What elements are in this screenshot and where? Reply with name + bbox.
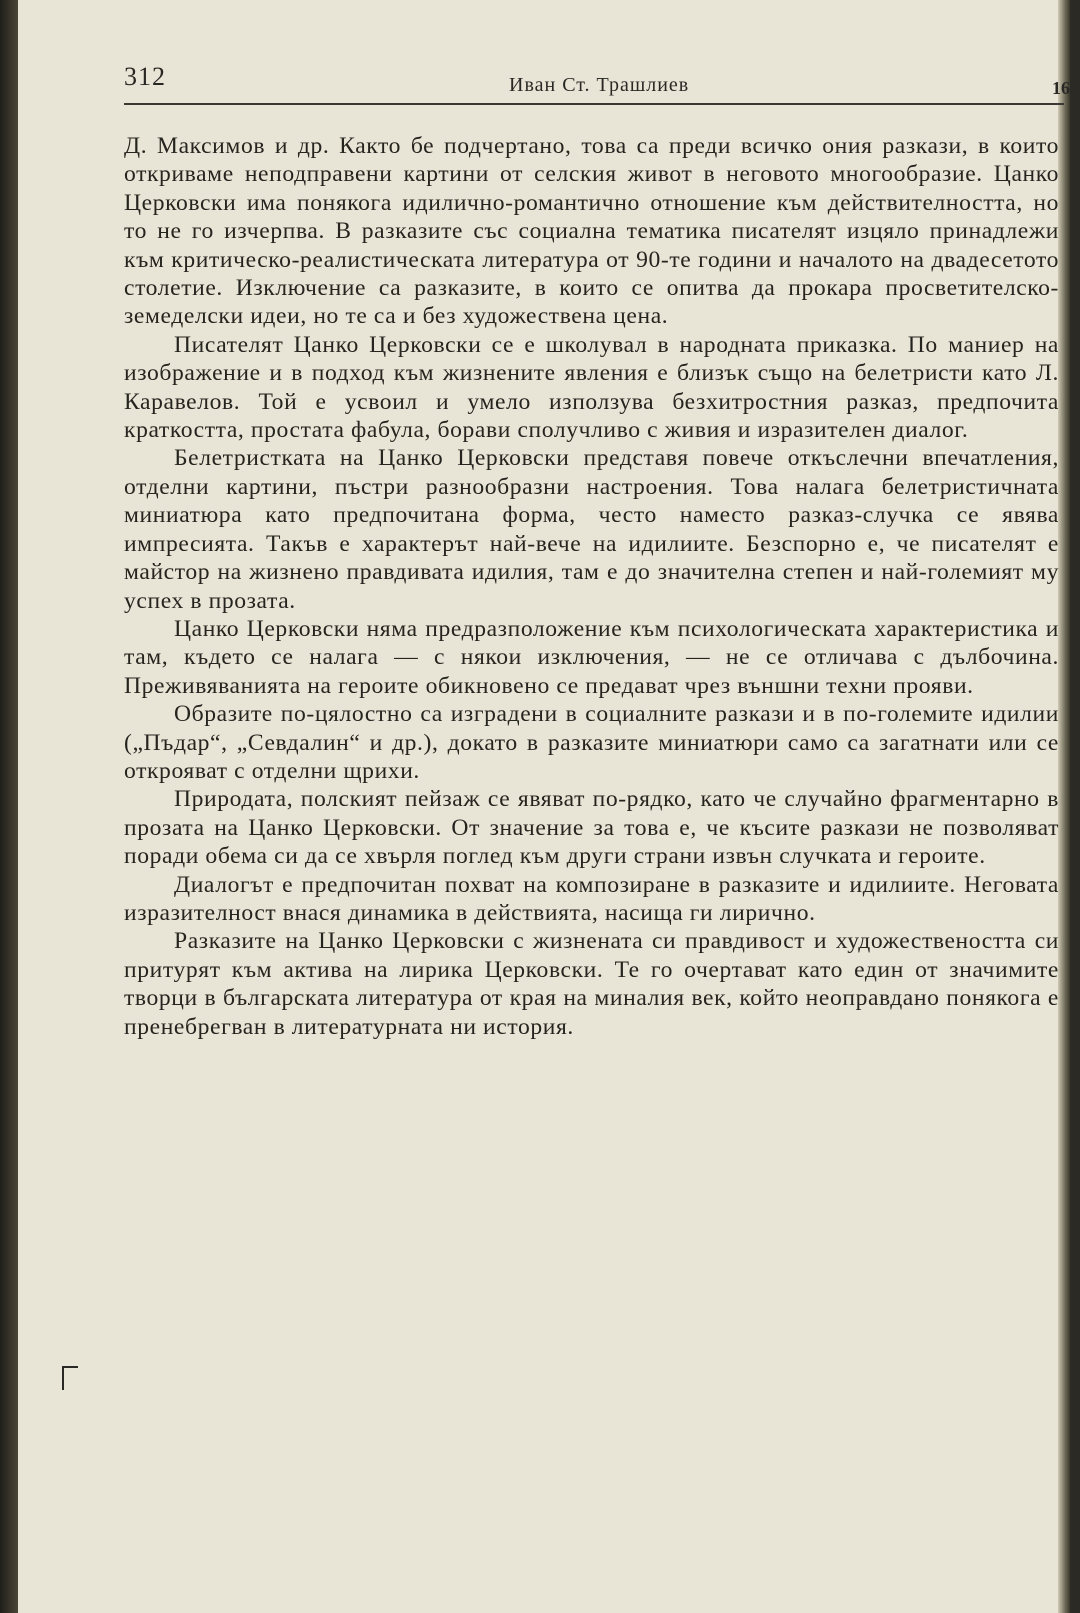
paragraph: Природата, полският пейзаж се явяват по-рядко, като че случайно фрагментарно в прозата на Цанко Церковски. От значение за това е, че късите разкази не позволяват поради обема си да се хвърля поглед към други страни извън случката и героите. (124, 786, 1059, 870)
running-title: Иван Ст. Трашлиев (509, 74, 690, 96)
page-number: 312 (124, 62, 166, 91)
adjacent-page-number: 16 (1052, 78, 1070, 98)
paragraph: Белетристката на Цанко Церковски представя повече откъслечни впечатления, отделни картини, пъстри разнообразни настроения. Това налага белетристичната миниатюра като предпочитана форма, често наместо разказ-случка се явява импресията. Такъв е характерът най-вече на идилиите. Безспорно е, че писателят е майстор на жизнено правдивата идилия, там е до значителна степен и най-големият му успех в прозата. (124, 445, 1059, 614)
body-text (124, 132, 1059, 1041)
book-binding-shadow (0, 0, 18, 1613)
paragraph: Цанко Церковски няма предразположение към психологическата характеристика и там, където се налага — с някои изключения, — не се отличава с дълбочина. Преживяванията на героите обикновено се предават чрез външни техни прояви. (124, 615, 1059, 699)
book-page (18, 0, 1070, 1613)
page-header (124, 62, 1070, 102)
crop-mark (62, 1366, 78, 1390)
paragraph: Разказите на Цанко Церковски с жизнената си правдивост и художествеността си притурят към актива на лирика Церковски. Те го очертават като един от значимите творци в българската литература от края на миналия век, който неоправдано понякога е пренебрегван в литературната ни история. (124, 928, 1059, 1040)
header-rule (124, 103, 1064, 105)
paragraph: Диалогът е предпочитан похват на композиране в разказите и идилиите. Неговата изразителност внася динамика в действията, насища ги лирично. (124, 871, 1059, 926)
paragraph: Писателят Цанко Церковски се е школувал в народната приказка. По маниер на изображение и в подход към жизнените явления е близък също на белетристи като Л. Каравелов. Той е усвоил и умело използува безхитростния разказ, предпочита краткостта, простата фабула, борави сполучливо с живия и изразителен диалог. (124, 331, 1059, 444)
page-edge (1058, 0, 1070, 1613)
paragraph: Образите по-цялостно са изградени в социалните разкази и в по-големите идилии („Пъдар“, „Севдалин“ и др.), докато в разказите миниатюри само са загатнати или се открояват с отделни щрихи. (124, 701, 1059, 784)
paragraph: Д. Максимов и др. Както бе подчертано, това са преди всичко ония разкази, в които откриваме неподправени картини от селския живот в неговото многообразие. Цанко Церковски има понякога идилично-романтично отношение към действителността, но то не го изчерпва. В разказите със социална тематика писателят изцяло принадлежи към критическо-реалистическата литература от 90-те години и началото на двадесетото столетие. Изключение са разказите, в които се опитва да прокара просветителско-земеделски идеи, но те са и без художествена цена. (124, 133, 1059, 330)
